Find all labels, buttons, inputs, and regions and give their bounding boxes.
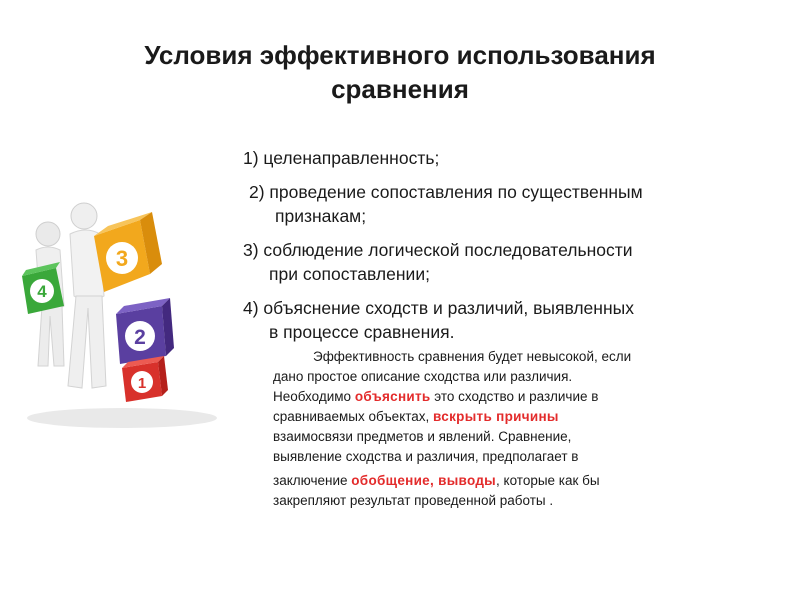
list-item [243,296,783,344]
note-line: выявление сходства и различия, предполагает в [273,449,579,464]
highlight-reveal-causes: вскрыть причины [433,409,559,424]
cube-number-2: 2 [134,326,146,349]
list-item-line: 3) соблюдение логической последовательности [243,240,633,260]
note-text: это сходство и различие в [430,389,599,404]
list-item [243,146,783,170]
list-item-continuation: признакам; [275,206,367,226]
title-line-2: сравнения [331,74,469,104]
note-text: заключение [273,473,352,488]
note-text: Необходимо [273,389,355,404]
note-line: взаимосвязи предметов и явлений. Сравнение, [273,429,572,444]
note-line [273,387,713,407]
cubes-graphic [12,196,222,436]
cube-number-1: 1 [137,375,147,392]
list-item-line: 2) проведение сопоставления по существенным [249,182,643,202]
note-text: сравниваемых объектах, [273,409,434,424]
highlight-explain: объяснить [354,389,431,404]
cube-number-4: 4 [37,282,47,301]
note-line: закрепляют результат проведенной работы . [273,493,554,508]
conditions-list [243,146,783,354]
highlight-generalization: обобщение, выводы [351,473,497,488]
list-item-continuation: в процессе сравнения. [269,322,455,342]
people-with-number-cubes-illustration [12,196,222,436]
list-item-line: 4) объяснение сходств и различий, выявленных [243,298,634,318]
list-item [243,180,783,228]
note-line [273,471,713,491]
note-line [273,407,713,427]
list-item-continuation: при сопоставлении; [269,264,430,284]
cube-number-3: 3 [115,246,129,271]
note-line: Эффективность сравнения будет невысокой, если [313,349,632,364]
title-line-1: Условия эффективного использования [144,40,656,70]
list-item-line: 1) целенаправленность; [243,148,440,168]
note-text: , которые как бы [496,473,600,488]
explanation-paragraph [273,347,713,511]
note-line: дано простое описание сходства или различия. [273,369,573,384]
slide-title [60,38,740,106]
list-item [243,238,783,286]
